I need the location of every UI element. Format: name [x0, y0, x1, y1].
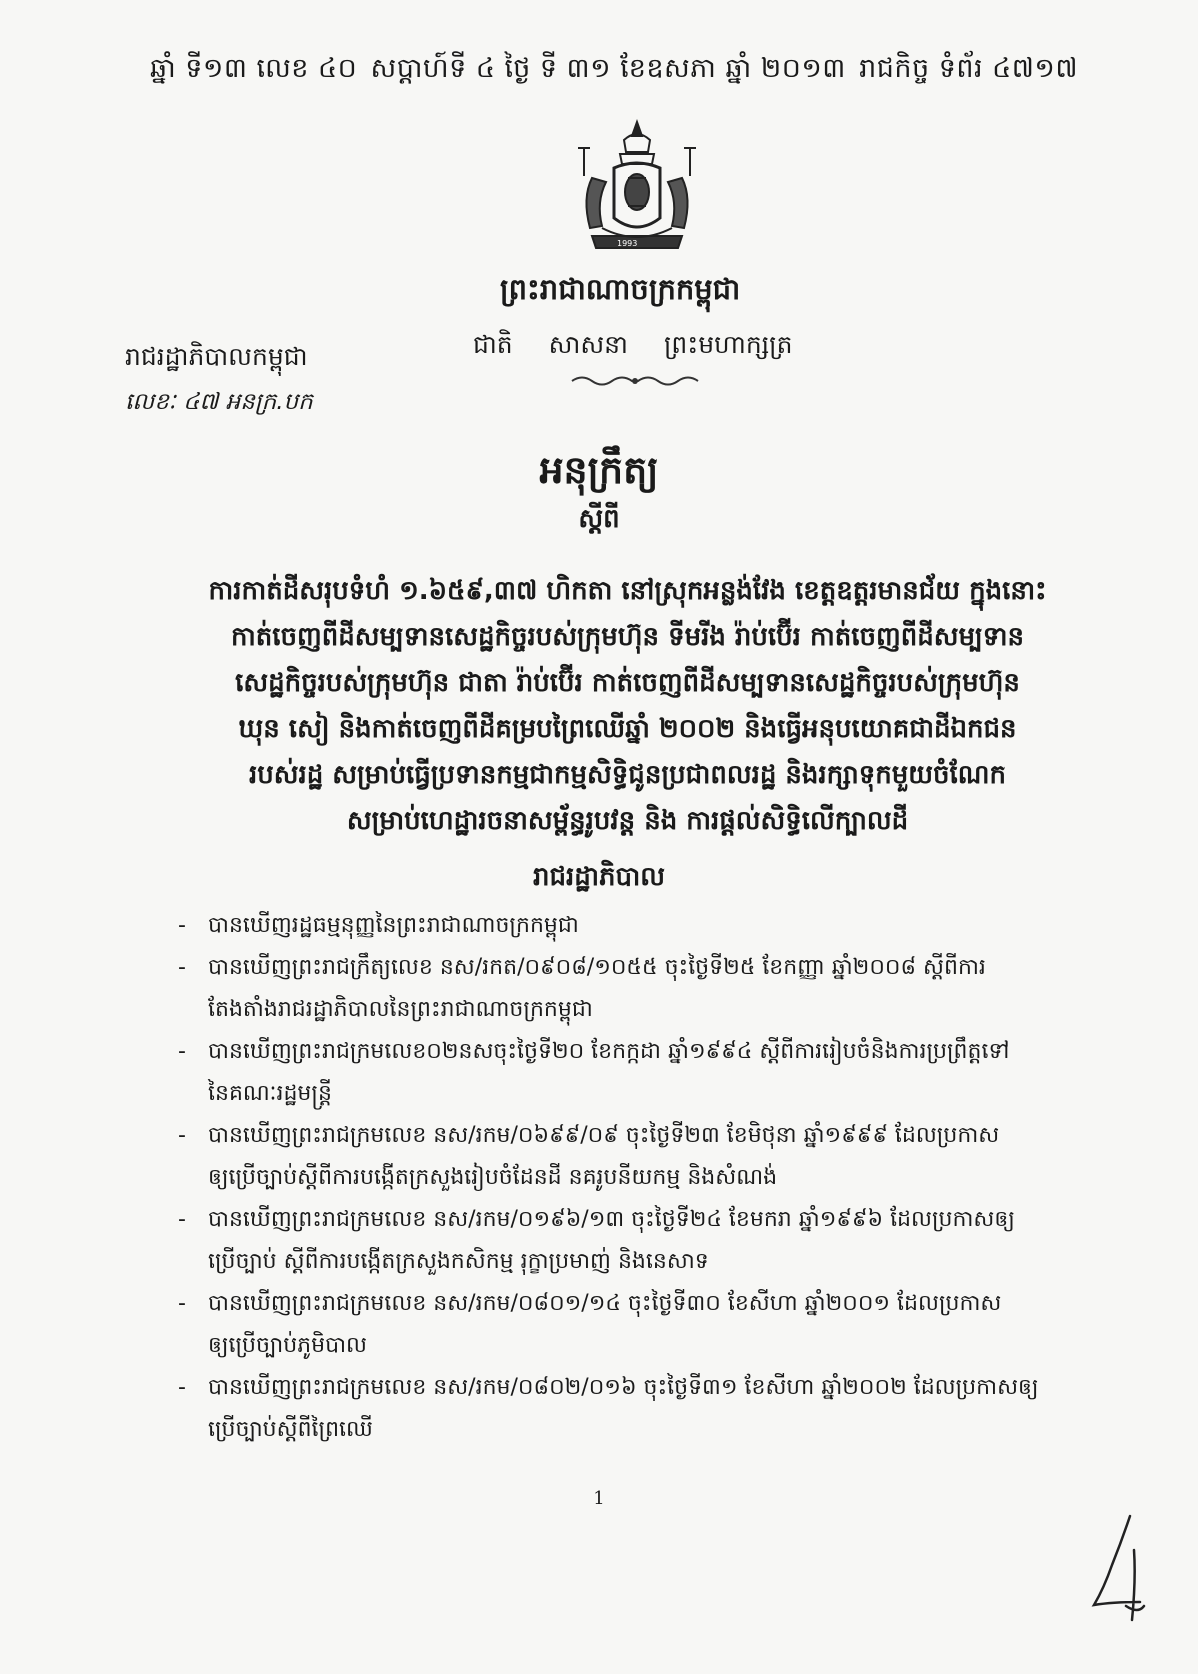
list-item	[178, 1199, 1098, 1283]
item-line: បានឃើញព្រះរាជក្រមលេខ នស/រកម/០៨០១/១៤ ចុះថ្ងៃទី៣០ ខែសីហា ឆ្នាំ២០០១ ដែលប្រកាស	[208, 1291, 1002, 1316]
subject-line: សម្រាប់ហេដ្ឋារចនាសម្ព័ន្ធរូបវន្ត និង ការផ្ដល់សិទ្ធិលើក្បាលដី	[346, 806, 909, 836]
bullet-dash: -	[178, 1291, 186, 1316]
subject-line: សេដ្ឋកិច្ចរបស់ក្រុមហ៊ុន ជាតា រ៉ាប់ប៊ើរ កាត់ចេញពីដីសម្បទានសេដ្ឋកិច្ចរបស់ក្រុមហ៊ុន	[235, 668, 1020, 698]
svg-text:1993: 1993	[617, 239, 638, 248]
bullet-dash: -	[178, 955, 186, 980]
subject-block	[170, 568, 1085, 844]
item-line: ឲ្យប្រើច្បាប់ភូមិបាល	[208, 1333, 367, 1358]
bullet-dash: -	[178, 913, 186, 938]
gazette-page: រាជកិច្ច ទំព័រ ៤៧១៧	[859, 53, 1078, 84]
subject-line: ការកាត់ដីសរុបទំហំ ១.៦៥៩,៣៧ ហិកតា នៅស្រុកអន្លង់វែង ខេត្តឧត្តរមានជ័យ ក្នុងនោះ	[208, 576, 1047, 606]
item-line: នៃគណៈរដ្ឋមន្ត្រី	[208, 1081, 332, 1106]
considerations-list	[178, 905, 1098, 1451]
handwritten-initials-icon	[1082, 1510, 1162, 1630]
subject-line: កាត់ចេញពីដីសម្បទានសេដ្ឋកិច្ចរបស់ក្រុមហ៊ុន ទីមរីង រ៉ាប់ប៊ើរ កាត់ចេញពីដីសម្បទាន	[230, 622, 1025, 652]
item-line: ប្រើច្បាប់ស្ដីពីព្រៃឈើ	[208, 1417, 373, 1442]
week-date: សប្ដាហ៍ទី ៤ ថ្ងៃ ទី ៣១ ខែឧសភា ឆ្នាំ ២០១៣	[370, 53, 846, 84]
item-line: បានឃើញរដ្ឋធម្មនុញ្ញនៃព្រះរាជាណាចក្រកម្ពុជា	[208, 913, 579, 938]
item-line: ឲ្យប្រើច្បាប់ស្ដីពីការបង្កើតក្រសួងរៀបចំដែនដី នគរូបនីយកម្ម និងសំណង់	[208, 1165, 778, 1190]
list-item	[178, 1031, 1098, 1115]
item-line: បានឃើញព្រះរាជក្រមលេខ នស/រកម/០១៩៦/១៣ ចុះថ្ងៃទី២៤ ខែមករា ឆ្នាំ១៩៩៦ ដែលប្រកាសឲ្យ	[208, 1207, 1015, 1232]
decorative-divider	[570, 374, 700, 388]
document-title: អនុក្រឹត្យ	[539, 448, 659, 492]
list-item	[178, 1283, 1098, 1367]
bullet-dash: -	[178, 1123, 186, 1148]
list-item	[178, 905, 1098, 947]
motto-nation: ជាតិ	[473, 330, 513, 359]
motto-religion: សាសនា	[548, 330, 628, 359]
section-heading: រាជរដ្ឋាភិបាល	[532, 862, 666, 892]
item-line: ប្រើច្បាប់ ស្ដីពីការបង្កើតក្រសួងកសិកម្ម រុក្ខាប្រមាញ់ និងនេសាទ	[208, 1249, 709, 1274]
item-line: តែងតាំងរាជរដ្ឋាភិបាលនៃព្រះរាជាណាចក្រកម្ពុជា	[208, 997, 593, 1022]
motto-king: ព្រះមហាក្សត្រ	[663, 330, 793, 359]
list-item	[178, 1367, 1098, 1451]
royal-coat-of-arms-icon	[562, 118, 712, 268]
year-issue: ឆ្នាំ ទី១៣ លេខ ៤០	[150, 53, 358, 84]
reference-number: លេខៈ ៤៧ អនក្រ.បក	[125, 389, 313, 415]
government-label: រាជរដ្ឋាភិបាលកម្ពុជា	[125, 342, 308, 371]
national-motto	[473, 330, 793, 366]
list-item	[178, 947, 1098, 1031]
subject-line: ឃុន សៀ និងកាត់ចេញពីដីគម្របព្រៃឈើឆ្នាំ ២០០២ និងធ្វើអនុបយោគជាដីឯកជន	[238, 714, 1017, 744]
bullet-dash: -	[178, 1375, 186, 1400]
kingdom-name: ព្រះរាជាណាចក្រកម្ពុជា	[500, 272, 741, 306]
bullet-dash: -	[178, 1039, 186, 1064]
subject-line: របស់រដ្ឋ សម្រាប់ធ្វើប្រទានកម្មជាកម្មសិទ្ធិជូនប្រជាពលរដ្ឋ និងរក្សាទុកមួយចំណែក	[248, 760, 1007, 790]
item-line: បានឃើញព្រះរាជក្រមលេខ០២នសចុះថ្ងៃទី២០ ខែកក្កដា ឆ្នាំ១៩៩៤ ស្ដីពីការរៀបចំនិងការប្រព្រឹត្តទៅ	[208, 1039, 1010, 1064]
bullet-dash: -	[178, 1207, 186, 1232]
item-line: បានឃើញព្រះរាជក្រឹត្យលេខ នស/រកត/០៩០៨/១០៥៥ ចុះថ្ងៃទី២៥ ខែកញ្ញា ឆ្នាំ២០០៨ ស្ដីពីការ	[208, 955, 986, 980]
page-number: 1	[593, 1488, 605, 1509]
item-line: បានឃើញព្រះរាជក្រមលេខ នស/រកម/០៦៩៩/០៩ ចុះថ្ងៃទី២៣ ខែមិថុនា ឆ្នាំ១៩៩៩ ដែលប្រកាស	[208, 1123, 1000, 1148]
list-item	[178, 1115, 1098, 1199]
about-label: ស្ដីពី	[578, 504, 620, 534]
item-line: បានឃើញព្រះរាជក្រមលេខ នស/រកម/០៨០២/០១៦ ចុះថ្ងៃទី៣១ ខែសីហា ឆ្នាំ២០០២ ដែលប្រកាសឲ្យ	[208, 1375, 1039, 1400]
gazette-header	[150, 52, 1078, 91]
